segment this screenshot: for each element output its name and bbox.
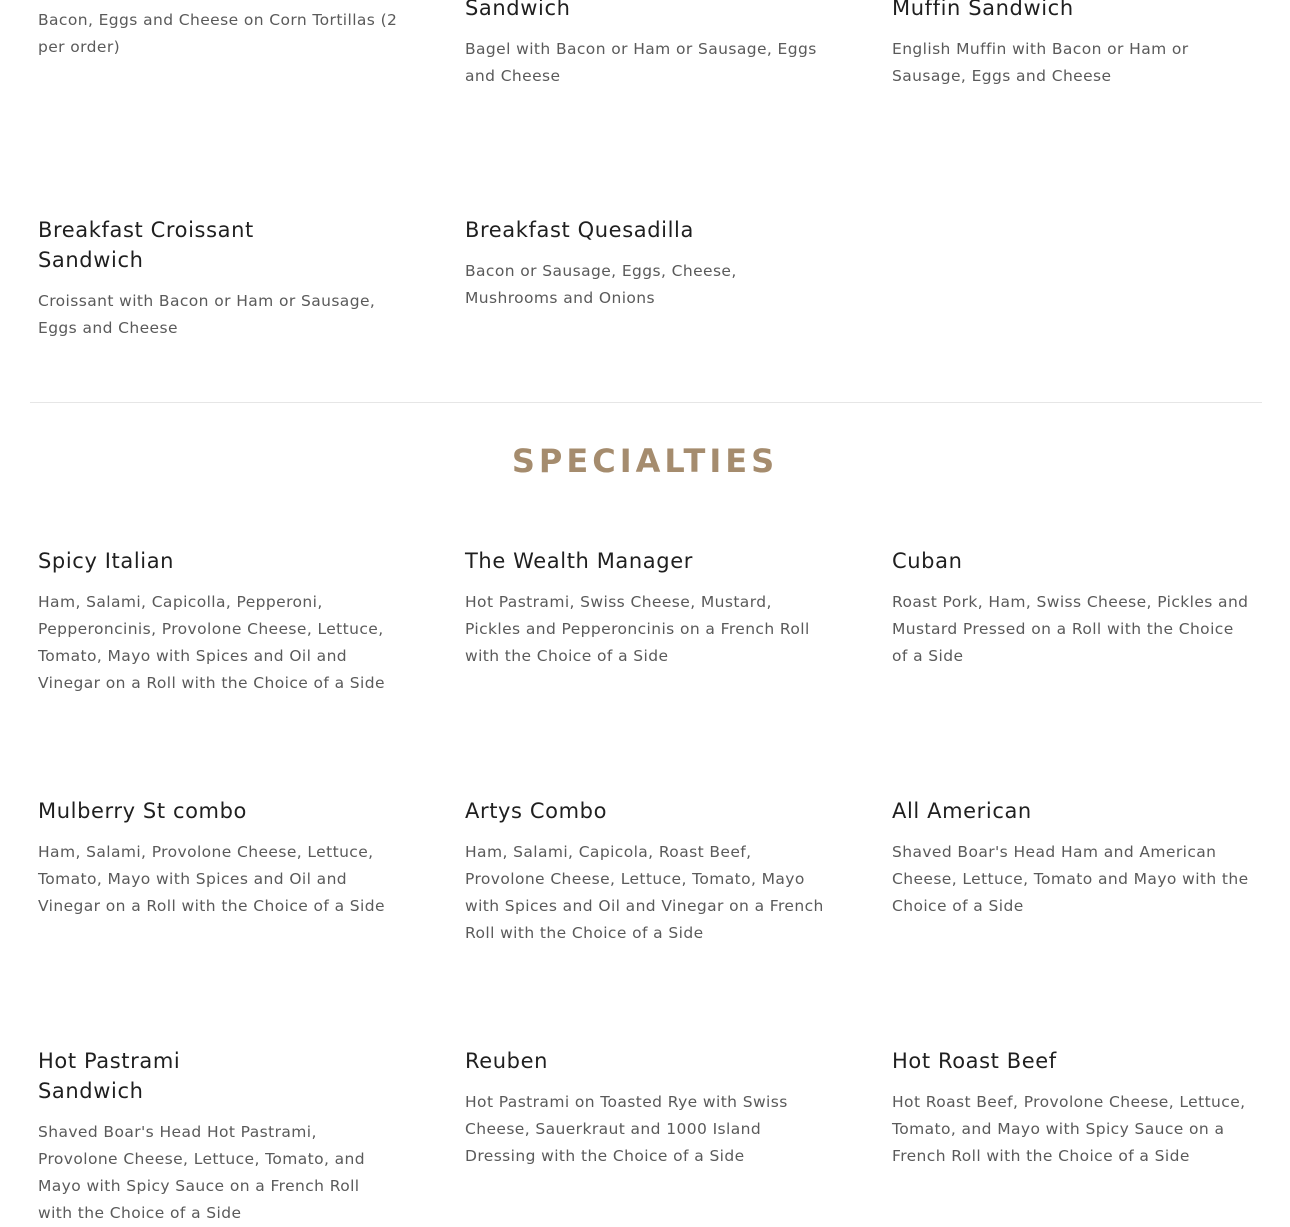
menu-item-description: Bagel with Bacon or Ham or Sausage, Eggs and Cheese — [465, 40, 817, 85]
menu-item-title: Cuban — [892, 549, 963, 573]
menu-item-reuben — [465, 1046, 825, 1170]
menu-item-spicy-italian — [38, 546, 398, 697]
menu-item-title: Breakfast Croissant Sandwich — [38, 218, 254, 272]
menu-item-description: Roast Pork, Ham, Swiss Cheese, Pickles and Mustard Pressed on a Roll with the Choice of a Side — [892, 593, 1249, 665]
menu-item-title: Muffin Sandwich — [892, 0, 1074, 20]
menu-item-title: Hot Pastrami Sandwich — [38, 1049, 181, 1103]
menu-item-description: Bacon or Sausage, Eggs, Cheese, Mushrooms and Onions — [465, 262, 737, 307]
section-title-specialties: SPECIALTIES — [511, 442, 779, 480]
menu-item-description: Hot Pastrami on Toasted Rye with Swiss Cheese, Sauerkraut and 1000 Island Dressing with the Choice of a Side — [465, 1093, 788, 1165]
menu-item-description: Hot Pastrami, Swiss Cheese, Mustard, Pickles and Pepperoncinis on a French Roll with the Choice of a Side — [465, 593, 810, 665]
menu-item-description: Shaved Boar's Head Hot Pastrami, Provolone Cheese, Lettuce, Tomato, and Mayo with Spicy Sauce on a French Roll with the Choice of a Side — [38, 1123, 365, 1222]
menu-item-description: Ham, Salami, Capicola, Roast Beef, Provolone Cheese, Lettuce, Tomato, Mayo with Spices and Oil and Vinegar on a French Roll with the Choice of a Side — [465, 843, 824, 942]
menu-item-breakfast-tacos — [38, 7, 398, 61]
menu-item-description: Ham, Salami, Capicolla, Pepperoni, Pepperoncinis, Provolone Cheese, Lettuce, Tomato, Mayo with Spices and Oil and Vinegar on a Roll with the Choice of a Side — [38, 593, 385, 692]
menu-item-all-american — [892, 796, 1252, 920]
menu-item-hot-pastrami-sandwich — [38, 1046, 365, 1227]
menu-item-description: Croissant with Bacon or Ham or Sausage, Eggs and Cheese — [38, 292, 376, 337]
menu-item-title: All American — [892, 799, 1032, 823]
menu-item-bagel-sandwich — [465, 0, 825, 90]
menu-item-artys-combo — [465, 796, 825, 947]
section-divider — [30, 402, 1262, 403]
menu-item-breakfast-quesadilla — [465, 215, 775, 312]
menu-item-description: Hot Roast Beef, Provolone Cheese, Lettuce, Tomato, and Mayo with Spicy Sauce on a French Roll with the Choice of a Side — [892, 1093, 1246, 1165]
menu-item-title: The Wealth Manager — [465, 549, 693, 573]
menu-item-mulberry-st-combo — [38, 796, 398, 920]
menu-item-title: Reuben — [465, 1049, 549, 1073]
menu-item-wealth-manager — [465, 546, 825, 670]
menu-item-description: Bacon, Eggs and Cheese on Corn Tortillas (2 per order) — [38, 11, 398, 56]
menu-item-title: Artys Combo — [465, 799, 608, 823]
menu-item-title: Spicy Italian — [38, 549, 175, 573]
menu-item-title: Hot Roast Beef — [892, 1049, 1057, 1073]
menu-item-description: English Muffin with Bacon or Ham or Sausage, Eggs and Cheese — [892, 40, 1189, 85]
menu-item-title: Breakfast Quesadilla — [465, 218, 694, 242]
menu-item-description: Ham, Salami, Provolone Cheese, Lettuce, Tomato, Mayo with Spices and Oil and Vinegar on a Roll with the Choice of a Side — [38, 843, 385, 915]
menu-item-cuban — [892, 546, 1252, 670]
menu-item-title: Sandwich — [465, 0, 571, 20]
menu-item-english-muffin-sandwich — [892, 0, 1252, 90]
menu-item-hot-roast-beef — [892, 1046, 1252, 1170]
menu-item-breakfast-croissant — [38, 215, 376, 342]
menu-item-title: Mulberry St combo — [38, 799, 247, 823]
menu-item-description: Shaved Boar's Head Ham and American Cheese, Lettuce, Tomato and Mayo with the Choice of a Side — [892, 843, 1249, 915]
